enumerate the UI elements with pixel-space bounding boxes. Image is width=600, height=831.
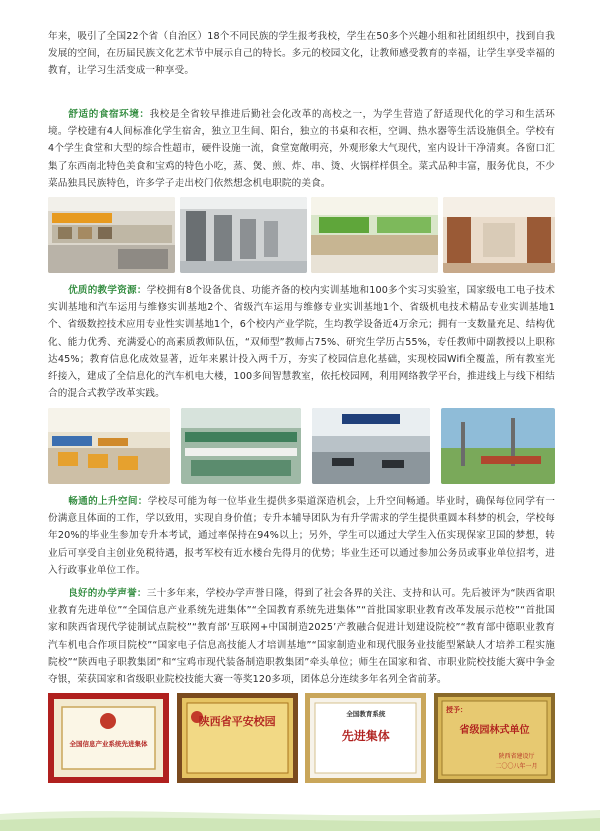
section-advancement <box>48 493 555 579</box>
intro-paragraph <box>48 28 555 80</box>
section-heading: 畅通的上升空间： <box>68 496 148 507</box>
plaque-title: 全国信息产业系统先进集体 <box>69 740 148 748</box>
section-heading: 良好的办学声誉： <box>68 588 147 599</box>
plaque-safe-campus <box>177 693 298 783</box>
section-body: 学校拥有8个设备优良、功能齐备的校内实训基地和100多个实习实验室，国家级电工电子技术实训基地和汽车运用与维修实训基地2个、省级汽车运用与维修专业实训基地1个、省级机电技术精品专业实训基地1个、省级数控技术应用专业性实训基地1个，6个校内产业学院，生均教学设备近4万余元；拥有一支数量充足、结构优化、能力优秀、充满爱心的高素质教师队伍，“双师型”教师占75%、研究生学历占55%，专任教师中副教授以上职称达45%；教育信息化成效显著，近年来累计投入两千万，夯实了校园信息化基础，实现校园Wifi全覆盖，所有教室光纤接入，建成了全信息化的汽车机电大楼，100多间智慧教室，依托校园网，利用网络教学平台，推进线上与线下相结合的混合式教学改革实践。 <box>48 285 555 400</box>
decorative-footer-band <box>0 800 600 831</box>
section-body: 三十多年来，学校办学声誉日隆，得到了社会各界的关注、支持和认可。先后被评为“陕西省职业教育先进单位”“全国信息产业系统先进集体”“全国教育系统先进集体”“首批国家职业教育改革发展示范校”“首批国家和陕西省现代学徒制试点院校”“教育部‘互联网+中国制造2025’产教融合促进计划建设院校”“教育部中德职业教育汽车机电合作项目院校”“国家电子信息高技能人才培训基地”“国家制造业和现代服务业技能型紧缺人才培养工程实施院校”“陕西电子职教集团”和“宝鸡市现代装备制造职教集团”牵头单位；师生在国家和省、市职业院校技能大赛中争金夺银，荣获国家和省级职业院校技能大赛一等奖120多项，团体总分连续多年名列全省前茅。 <box>48 588 555 686</box>
award-plaques <box>48 693 555 783</box>
plaque-title: 先进集体 <box>341 729 390 743</box>
outdoor-training-base-photo <box>441 408 555 484</box>
plaque-title: 陕西省平安校园 <box>198 715 276 728</box>
section-body: 学校尽可能为每一位毕业生提供多渠道深造机会，上升空间畅通。毕业时，确保每位同学有一份满意且体面的工作，学以致用，实现自身价值；专升本辅导团队为有升学需求的学生提供重圆本科梦的机会，学校每年20%的毕业生参加专升本考试，通过率保持在94%以上；另外，学生可以通过大学生入伍实现保家卫国的梦想，转业后可享受自主创业免税待遇，报考军校有近水楼台先得月的优势；毕业生还可以通过参加公务员或事业单位招考，进入行政事业单位工作。 <box>48 496 555 576</box>
section-dining <box>48 106 555 192</box>
drone-lab-photo <box>312 408 430 484</box>
section-teaching <box>48 282 555 402</box>
teaching-photo-strip <box>48 408 555 484</box>
plaque-title: 省级园林式单位 <box>459 725 530 736</box>
canteen-counter-photo <box>48 197 175 273</box>
dormitory-photo <box>443 197 555 273</box>
plaque-top-line: 全国教育系统 <box>346 710 386 718</box>
plaque-advanced-collective <box>305 693 426 783</box>
computer-lab-photo <box>48 408 170 484</box>
section-reputation <box>48 585 555 688</box>
section-heading: 舒适的食宿环境： <box>68 109 150 120</box>
dining-photo-strip <box>48 197 555 273</box>
intro-text: 年来，吸引了全国22个省（自治区）18个不同民族的学生报考我校，学生在50多个兴趣小组和社团组织中，找到自我发展的空间，在历届民族文化艺术节中展示自己的特长。多元的校园文化，让教师感受教育的幸福，让学生享受幸福的教育，让学习生活变成一种享受。 <box>48 31 555 77</box>
supermarket-photo <box>180 197 307 273</box>
plaque-garden-unit <box>434 693 555 783</box>
section-body: 我校是全省较早推进后勤社会化改革的高校之一，为学生营造了舒适现代化的学习和生活环境。学校建有4人间标准化学生宿舍，独立卫生间、阳台，独立的书桌和衣柜，空调、热水器等生活设施俱全。学校有4个学生食堂和大型的综合性超市，硬件设施一流，食堂宽敞明亮，外观形象大气现代，室内设计干净清爽。各窗口汇集了东西南北特色美食和宝鸡的特色小吃，蒸、煲、煎、炸、串、烫、火锅样样俱全。菜式品种丰富，服务优良，不少菜品独具民族特色，许多学子走出校门依然想念机电职院的美食。 <box>48 109 556 189</box>
rail-training-photo <box>181 408 301 484</box>
plaque-date: 二〇〇八年一月 <box>495 763 538 770</box>
plaque-it-industry <box>48 693 169 783</box>
plaque-issuer: 陕西省建设厅 <box>498 753 535 760</box>
plaque-top-line: 授予： <box>445 706 467 714</box>
section-heading: 优质的教学资源： <box>68 285 147 296</box>
food-court-photo <box>311 197 438 273</box>
